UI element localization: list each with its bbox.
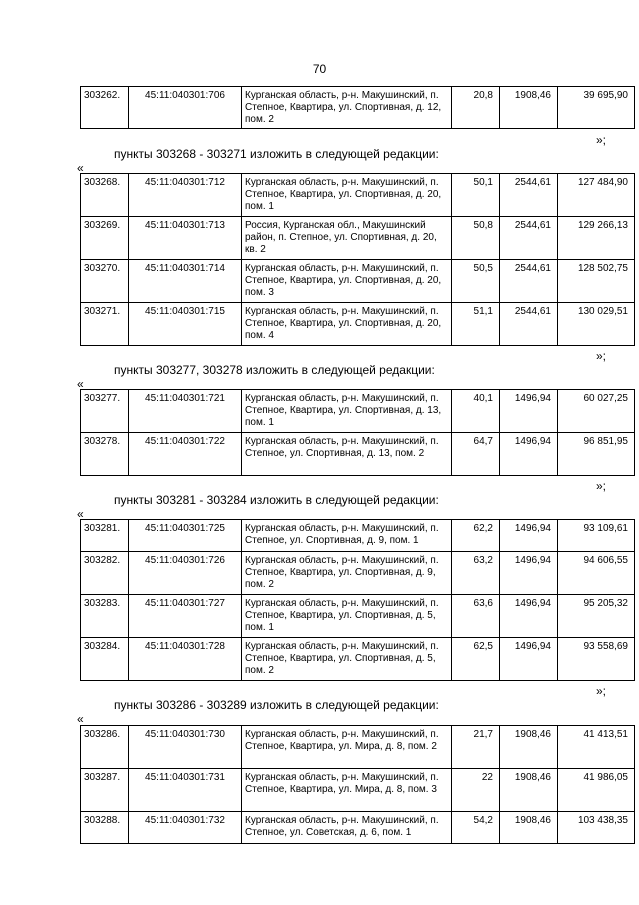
address-cell: Курганская область, р-н. Макушинский, п. Степное, Квартира, ул. Спортивная, д. 12, пом. 2 bbox=[242, 87, 452, 129]
cadastral-number: 45:11:040301:722 bbox=[129, 433, 242, 476]
row-number: 303282. bbox=[81, 552, 129, 595]
price-cell: 1496,94 bbox=[500, 595, 558, 638]
area-cell: 20,8 bbox=[452, 87, 500, 129]
page-number: 70 bbox=[312, 62, 327, 76]
price-cell: 1496,94 bbox=[500, 638, 558, 681]
cadastral-number: 45:11:040301:714 bbox=[129, 260, 242, 303]
closing-quote: »; bbox=[596, 133, 607, 147]
price-cell: 1908,46 bbox=[500, 726, 558, 769]
closing-quote: »; bbox=[596, 684, 607, 698]
cadastral-number: 45:11:040301:715 bbox=[129, 303, 242, 346]
section-heading: пункты 303268 - 303271 изложить в следующей редакции: bbox=[114, 147, 439, 161]
row-number: 303262. bbox=[81, 87, 129, 129]
table-row bbox=[81, 638, 635, 681]
table-row bbox=[81, 812, 635, 844]
price-cell: 1496,94 bbox=[500, 552, 558, 595]
cost-cell: 130 029,51 bbox=[558, 303, 635, 346]
price-cell: 1496,94 bbox=[500, 390, 558, 433]
row-number: 303284. bbox=[81, 638, 129, 681]
cadastral-number: 45:11:040301:721 bbox=[129, 390, 242, 433]
table-row bbox=[81, 552, 635, 595]
address-cell: Курганская область, р-н. Макушинский, п. Степное, Квартира, ул. Мира, д. 8, пом. 3 bbox=[242, 769, 452, 812]
section-heading: пункты 303286 - 303289 изложить в следующей редакции: bbox=[114, 698, 439, 712]
address-cell: Россия, Курганская обл., Макушинский район, п. Степное, ул. Спортивная, д. 20, кв. 2 bbox=[242, 217, 452, 260]
table-row bbox=[81, 87, 635, 129]
cost-cell: 96 851,95 bbox=[558, 433, 635, 476]
closing-quote: »; bbox=[596, 349, 607, 363]
address-cell: Курганская область, р-н. Макушинский, п. Степное, Квартира, ул. Мира, д. 8, пом. 2 bbox=[242, 726, 452, 769]
row-number: 303277. bbox=[81, 390, 129, 433]
cadastral-number: 45:11:040301:706 bbox=[129, 87, 242, 129]
cadastral-number: 45:11:040301:732 bbox=[129, 812, 242, 844]
address-cell: Курганская область, р-н. Макушинский, п. Степное, ул. Советская, д. 6, пом. 1 bbox=[242, 812, 452, 844]
cadastral-number: 45:11:040301:731 bbox=[129, 769, 242, 812]
registry-table-5 bbox=[80, 725, 635, 844]
table-row bbox=[81, 595, 635, 638]
row-number: 303281. bbox=[81, 520, 129, 552]
row-number: 303270. bbox=[81, 260, 129, 303]
address-cell: Курганская область, р-н. Макушинский, п. Степное, ул. Спортивная, д. 9, пом. 1 bbox=[242, 520, 452, 552]
area-cell: 40,1 bbox=[452, 390, 500, 433]
registry-table-3 bbox=[80, 389, 635, 476]
closing-quote: »; bbox=[596, 479, 607, 493]
opening-quote: « bbox=[77, 507, 84, 521]
table-row bbox=[81, 769, 635, 812]
opening-quote: « bbox=[77, 377, 84, 391]
area-cell: 21,7 bbox=[452, 726, 500, 769]
area-cell: 63,2 bbox=[452, 552, 500, 595]
area-cell: 22 bbox=[452, 769, 500, 812]
table-row bbox=[81, 726, 635, 769]
row-number: 303283. bbox=[81, 595, 129, 638]
row-number: 303268. bbox=[81, 174, 129, 217]
table-row bbox=[81, 174, 635, 217]
cost-cell: 95 205,32 bbox=[558, 595, 635, 638]
address-cell: Курганская область, р-н. Макушинский, п. Степное, Квартира, ул. Спортивная, д. 13, пом. 1 bbox=[242, 390, 452, 433]
table-row bbox=[81, 390, 635, 433]
price-cell: 2544,61 bbox=[500, 217, 558, 260]
price-cell: 2544,61 bbox=[500, 260, 558, 303]
table-row bbox=[81, 217, 635, 260]
address-cell: Курганская область, р-н. Макушинский, п. Степное, Квартира, ул. Спортивная, д. 20, пом. 4 bbox=[242, 303, 452, 346]
address-cell: Курганская область, р-н. Макушинский, п. Степное, ул. Спортивная, д. 13, пом. 2 bbox=[242, 433, 452, 476]
cost-cell: 39 695,90 bbox=[558, 87, 635, 129]
cost-cell: 60 027,25 bbox=[558, 390, 635, 433]
cadastral-number: 45:11:040301:725 bbox=[129, 520, 242, 552]
cadastral-number: 45:11:040301:713 bbox=[129, 217, 242, 260]
registry-table-4 bbox=[80, 519, 635, 681]
table-row bbox=[81, 303, 635, 346]
row-number: 303271. bbox=[81, 303, 129, 346]
table-row bbox=[81, 520, 635, 552]
table-row bbox=[81, 260, 635, 303]
cadastral-number: 45:11:040301:727 bbox=[129, 595, 242, 638]
address-cell: Курганская область, р-н. Макушинский, п. Степное, Квартира, ул. Спортивная, д. 9, пом. 2 bbox=[242, 552, 452, 595]
registry-table-1 bbox=[80, 86, 635, 129]
cost-cell: 127 484,90 bbox=[558, 174, 635, 217]
table-row bbox=[81, 433, 635, 476]
cost-cell: 41 413,51 bbox=[558, 726, 635, 769]
area-cell: 51,1 bbox=[452, 303, 500, 346]
opening-quote: « bbox=[77, 712, 84, 726]
area-cell: 63,6 bbox=[452, 595, 500, 638]
opening-quote: « bbox=[77, 161, 84, 175]
address-cell: Курганская область, р-н. Макушинский, п. Степное, Квартира, ул. Спортивная, д. 20, пом. 3 bbox=[242, 260, 452, 303]
address-cell: Курганская область, р-н. Макушинский, п. Степное, Квартира, ул. Спортивная, д. 20, пом. 1 bbox=[242, 174, 452, 217]
cost-cell: 129 266,13 bbox=[558, 217, 635, 260]
address-cell: Курганская область, р-н. Макушинский, п. Степное, Квартира, ул. Спортивная, д. 5, пом. 2 bbox=[242, 638, 452, 681]
price-cell: 2544,61 bbox=[500, 303, 558, 346]
cost-cell: 41 986,05 bbox=[558, 769, 635, 812]
price-cell: 1496,94 bbox=[500, 520, 558, 552]
area-cell: 54,2 bbox=[452, 812, 500, 844]
price-cell: 1908,46 bbox=[500, 87, 558, 129]
cost-cell: 103 438,35 bbox=[558, 812, 635, 844]
registry-table-2 bbox=[80, 173, 635, 346]
cost-cell: 93 558,69 bbox=[558, 638, 635, 681]
area-cell: 50,8 bbox=[452, 217, 500, 260]
area-cell: 50,1 bbox=[452, 174, 500, 217]
address-cell: Курганская область, р-н. Макушинский, п. Степное, Квартира, ул. Спортивная, д. 5, пом. 1 bbox=[242, 595, 452, 638]
row-number: 303269. bbox=[81, 217, 129, 260]
area-cell: 64,7 bbox=[452, 433, 500, 476]
cost-cell: 93 109,61 bbox=[558, 520, 635, 552]
row-number: 303286. bbox=[81, 726, 129, 769]
area-cell: 62,5 bbox=[452, 638, 500, 681]
cadastral-number: 45:11:040301:730 bbox=[129, 726, 242, 769]
section-heading: пункты 303277, 303278 изложить в следующей редакции: bbox=[114, 363, 435, 377]
cost-cell: 94 606,55 bbox=[558, 552, 635, 595]
section-heading: пункты 303281 - 303284 изложить в следующей редакции: bbox=[114, 493, 439, 507]
row-number: 303278. bbox=[81, 433, 129, 476]
cadastral-number: 45:11:040301:712 bbox=[129, 174, 242, 217]
cost-cell: 128 502,75 bbox=[558, 260, 635, 303]
price-cell: 2544,61 bbox=[500, 174, 558, 217]
price-cell: 1908,46 bbox=[500, 812, 558, 844]
cadastral-number: 45:11:040301:726 bbox=[129, 552, 242, 595]
price-cell: 1496,94 bbox=[500, 433, 558, 476]
row-number: 303287. bbox=[81, 769, 129, 812]
cadastral-number: 45:11:040301:728 bbox=[129, 638, 242, 681]
row-number: 303288. bbox=[81, 812, 129, 844]
area-cell: 62,2 bbox=[452, 520, 500, 552]
price-cell: 1908,46 bbox=[500, 769, 558, 812]
area-cell: 50,5 bbox=[452, 260, 500, 303]
